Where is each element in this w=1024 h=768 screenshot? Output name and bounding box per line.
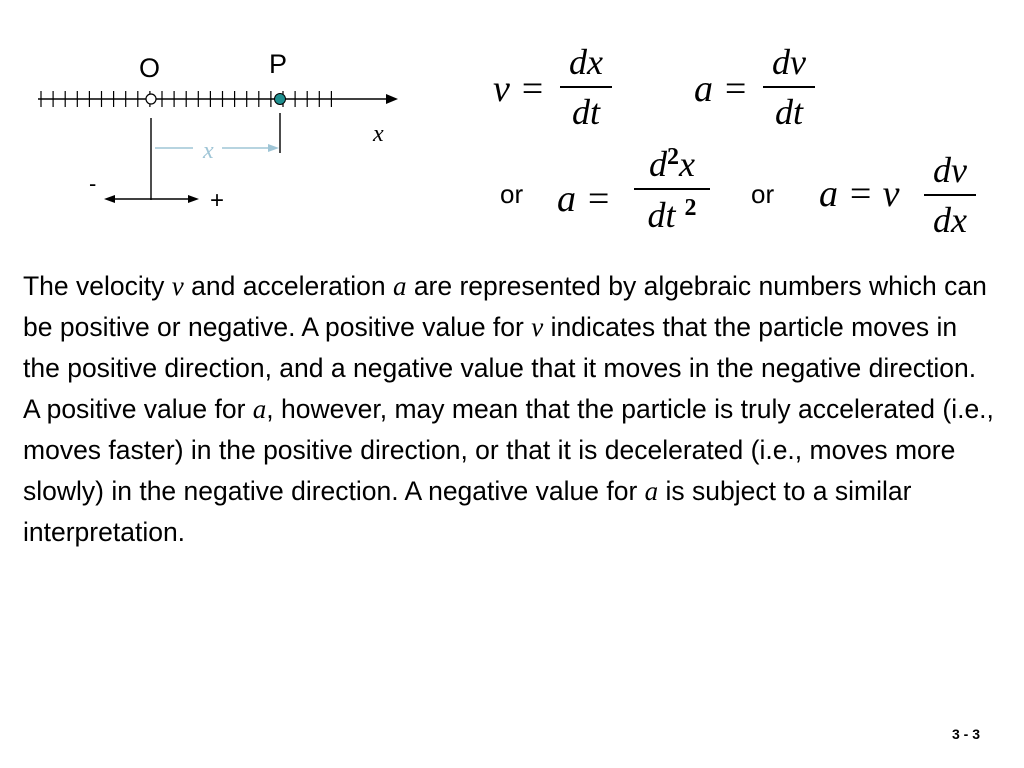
velocity-eq-numerator: dx (569, 42, 603, 82)
velocity-eq-fraction-bar (560, 86, 612, 88)
point-p-label: P (269, 49, 288, 79)
chain-eq-lhs: a = v (819, 173, 900, 215)
acceleration-eq-denominator: dt (774, 91, 803, 132)
numerator-d: d (649, 144, 667, 184)
distance-arrowhead (268, 144, 279, 152)
paragraph-text-4: indicates that the particle moves in the positive direction, and a negative value that it moves in the negative direction. A positive value for (23, 312, 977, 424)
paragraph-text-2: and acceleration (183, 271, 393, 301)
x-axis-arrowhead (386, 94, 398, 104)
denominator-dt: dt (647, 194, 676, 235)
numerator-exponent: 2 (667, 144, 679, 170)
slide-number: 3 - 3 (951, 726, 980, 742)
origin-marker (146, 94, 156, 104)
chain-eq-fraction (924, 152, 976, 238)
acceleration-eq-numerator: dv (772, 42, 806, 82)
paragraph-text-1: The velocity (23, 271, 172, 301)
chain-eq-denominator: dx (933, 199, 967, 240)
numerator-x: x (679, 144, 695, 184)
velocity-eq-lhs: v = (493, 68, 546, 110)
acceleration-eq-lhs: a = (694, 68, 749, 110)
paragraph-text-5: , however, may mean that the particle is truly accelerated (i.e., moves faster) in the positive direction, or that it is decelerated (i.e., moves more slowly) in the negative direction. A negative value for (23, 394, 994, 506)
paragraph-text-6: is subject to a similar interpretation. (23, 476, 912, 547)
minus-label: - (89, 171, 97, 196)
explanation-paragraph (23, 266, 998, 553)
second-derivative-eq-numerator (634, 145, 710, 182)
or-label-2: or (751, 179, 775, 209)
variable-a: a (644, 476, 659, 506)
variable-a: a (252, 394, 267, 424)
velocity-eq-fraction (560, 44, 612, 130)
variable-v: v (531, 312, 544, 342)
chain-eq-fraction-bar (924, 194, 976, 196)
second-derivative-eq-fraction-bar (634, 188, 710, 190)
acceleration-eq-fraction-bar (763, 86, 815, 88)
direction-arrowhead-left (104, 195, 115, 203)
plus-label: + (210, 187, 225, 214)
position-diagram (0, 0, 420, 230)
velocity-eq-denominator: dt (571, 91, 600, 132)
or-label-1: or (500, 179, 524, 209)
second-derivative-eq-lhs: a = (557, 178, 612, 220)
second-derivative-eq-fraction (634, 145, 710, 233)
denominator-exponent: 2 (684, 194, 697, 221)
origin-label: O (139, 53, 161, 83)
variable-v: v (171, 271, 184, 301)
acceleration-eq-fraction (763, 44, 815, 130)
second-derivative-eq-denominator (634, 196, 710, 233)
axis-label: x (373, 121, 384, 147)
distance-label: x (203, 138, 214, 164)
point-p-marker (275, 94, 286, 105)
paragraph-text-3: are represented by algebraic numbers which can be positive or negative. A positive value for (23, 271, 987, 342)
variable-a: a (392, 271, 407, 301)
direction-arrowhead-right (188, 195, 199, 203)
chain-eq-numerator: dv (933, 150, 967, 190)
